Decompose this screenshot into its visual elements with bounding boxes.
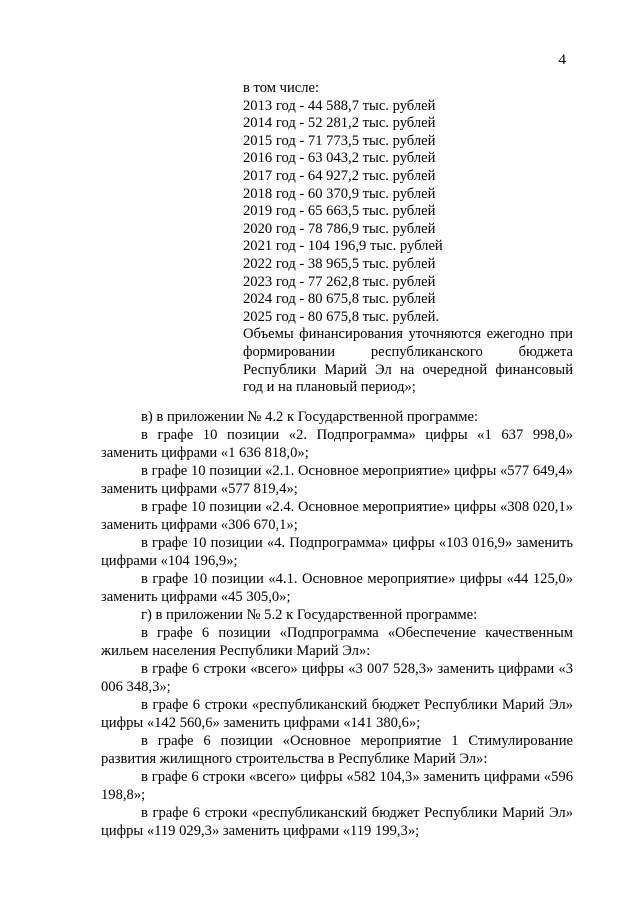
- funding-year-line: 2019 год - 65 663,5 тыс. рублей: [243, 203, 436, 220]
- funding-year-line: 2024 год - 80 675,8 тыс. рублей: [243, 291, 436, 308]
- paragraph: г) в приложении № 5.2 к Государственной программе:: [141, 607, 478, 623]
- funding-year-line: 2016 год - 63 043,2 тыс. рублей: [243, 150, 436, 167]
- funding-year-line: 2013 год - 44 588,7 тыс. рублей: [243, 97, 436, 114]
- funding-year-line: 2021 год - 104 196,9 тыс. рублей: [243, 238, 443, 255]
- paragraph: в графе 6 строки «всего» цифры «3 007 528,3» заменить цифрами «3 006 348,3»;: [101, 661, 573, 695]
- funding-year-line: 2025 год - 80 675,8 тыс. рублей.: [243, 308, 440, 325]
- funding-year-line: 2022 год - 38 965,5 тыс. рублей: [243, 255, 436, 272]
- page-number: 4: [558, 52, 566, 68]
- paragraph: в) в приложении № 4.2 к Государственной программе:: [141, 409, 479, 425]
- funding-year-line: 2015 год - 71 773,5 тыс. рублей: [243, 132, 436, 149]
- paragraph: в графе 6 строки «республиканский бюджет Республики Марий Эл» цифры «142 560,6» заменить цифрами «141 380,6»;: [101, 697, 573, 731]
- paragraph: в графе 6 позиции «Основное мероприятие 1 Стимулирование развития жилищного строительства в Республике Марий Эл»:: [101, 733, 573, 767]
- funding-year-line: 2014 год - 52 281,2 тыс. рублей: [243, 115, 436, 132]
- paragraph: в графе 10 позиции «2.1. Основное мероприятие» цифры «577 649,4» заменить цифрами «577 819,4»;: [101, 463, 573, 497]
- paragraph: в графе 6 строки «республиканский бюджет Республики Марий Эл» цифры «119 029,3» заменить цифрами «119 199,3»;: [101, 805, 573, 839]
- funding-block: [243, 80, 573, 397]
- funding-intro: в том числе:: [243, 80, 320, 96]
- funding-note: Объемы финансирования уточняются ежегодно при формировании республиканского бюджета Республики Марий Эл на очередной финансовый год и на плановый период»;: [243, 326, 573, 396]
- paragraph: в графе 6 строки «всего» цифры «582 104,3» заменить цифрами «596 198,8»;: [101, 769, 573, 803]
- funding-year-line: 2020 год - 78 786,9 тыс. рублей: [243, 220, 436, 237]
- paragraph: в графе 10 позиции «2.4. Основное мероприятие» цифры «308 020,1» заменить цифрами «306 670,1»;: [101, 499, 573, 533]
- amendments-body: [101, 408, 573, 840]
- funding-year-line: 2023 год - 77 262,8 тыс. рублей: [243, 273, 436, 290]
- paragraph: в графе 10 позиции «2. Подпрограмма» цифры «1 637 998,0» заменить цифрами «1 636 818,0»;: [101, 427, 573, 461]
- paragraph: в графе 10 позиции «4.1. Основное мероприятие» цифры «44 125,0» заменить цифрами «45 305,0»;: [101, 571, 573, 605]
- funding-year-line: 2017 год - 64 927,2 тыс. рублей: [243, 167, 436, 184]
- funding-year-line: 2018 год - 60 370,9 тыс. рублей: [243, 185, 436, 202]
- paragraph: в графе 6 позиции «Подпрограмма «Обеспечение качественным жильем населения Республики Марий Эл»:: [101, 625, 573, 659]
- paragraph: в графе 10 позиции «4. Подпрограмма» цифры «103 016,9» заменить цифрами «104 196,9»;: [101, 535, 573, 569]
